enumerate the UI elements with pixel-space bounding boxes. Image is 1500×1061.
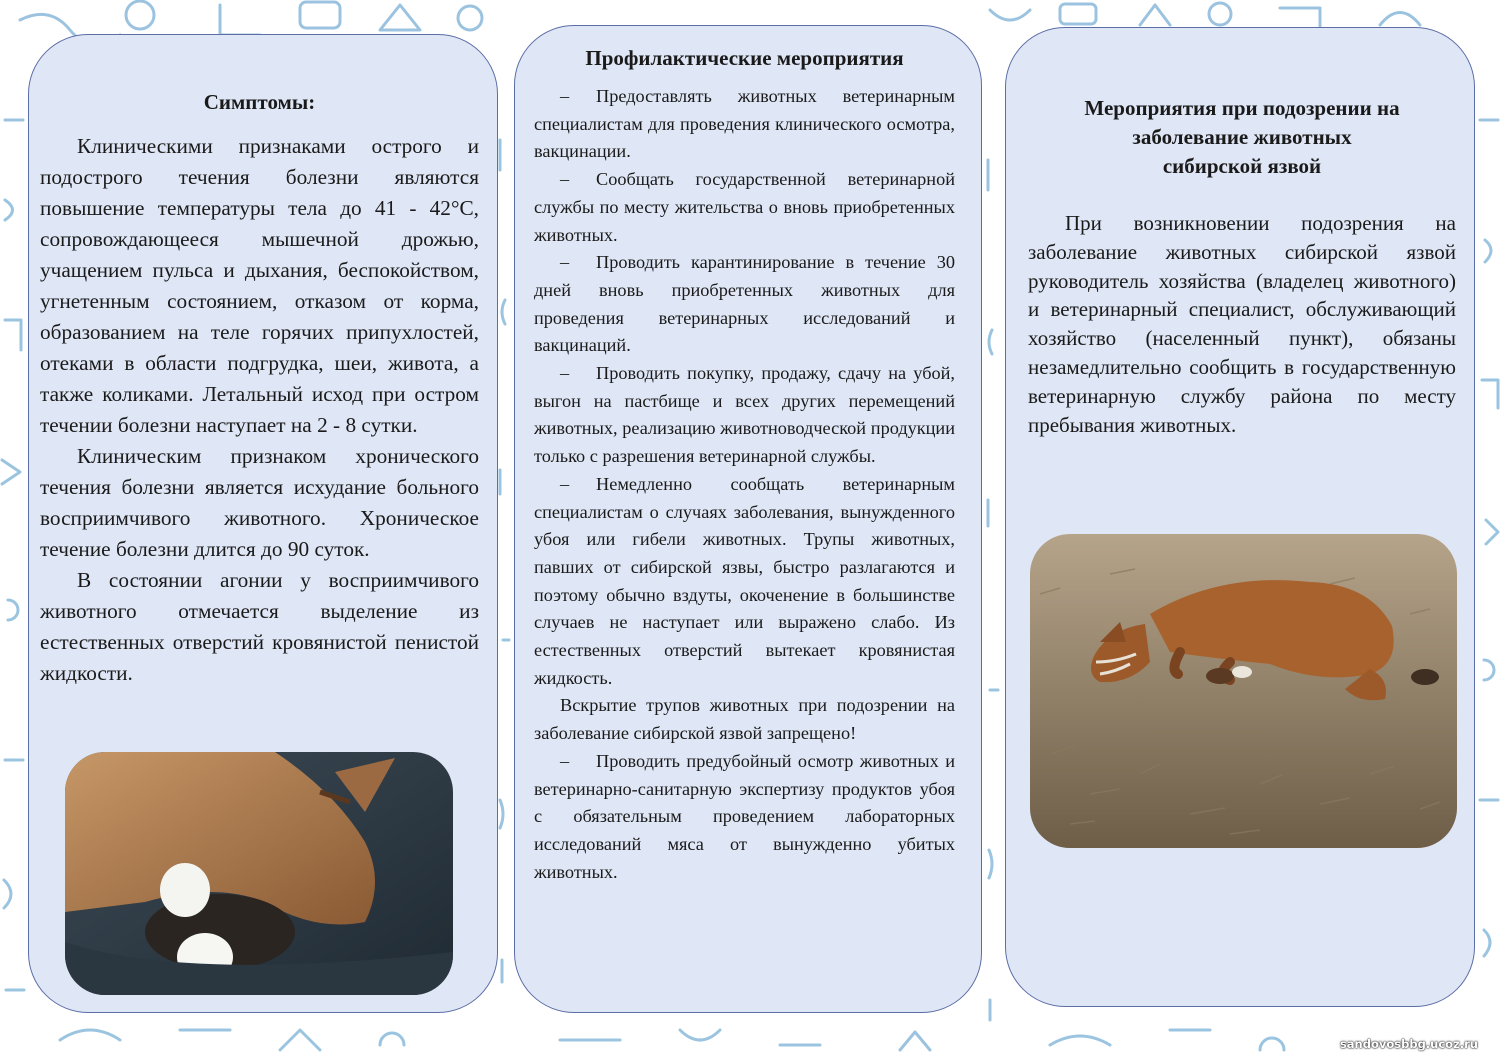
dash-marker: – xyxy=(560,86,570,106)
prevention-item-text: Предоставлять животных ветеринарным специалистам для проведения клинического осмотра, вакцинации. xyxy=(534,86,955,162)
prevention-panel xyxy=(514,25,982,1013)
prevention-item xyxy=(534,360,955,471)
suspicion-title xyxy=(1028,94,1456,181)
symptoms-paragraph: Клиническим признаком хронического течения болезни является исхудание больного восприимчивого животного. Хроническое течение болезни длится до 90 суток. xyxy=(40,444,479,561)
dash-marker: – xyxy=(560,750,570,771)
suspicion-title-line: сибирской язвой xyxy=(1162,154,1322,178)
prevention-item-text: Немедленно сообщать ветеринарным специалистам о случаях заболевания, вынужденного убоя или гибели животных. Трупы животных, павших от сибирской язвы, быстро разлагаются и поэтому обычно вздуты, окоченение в большинстве случаев не наступает или выражено слабо. Из естественных отверстий вытекает кровянистая жидкость. xyxy=(534,473,955,688)
prevention-item xyxy=(534,471,955,693)
symptoms-paragraph: Клиническими признаками острого и подострого течения болезни являются повышение температуры тела до 41 - 42°С, сопровождающееся мышечной дрожью, учащением пульса и дыхания, беспокойством, угнетенным состоянием, отказом от корма, образованием на теле горячих припухлостей, отеками в области подгрудка, шеи, живота, а также коликами. Летальный исход при остром течении болезни наступает на 2 - 8 сутки. xyxy=(40,134,479,437)
site-watermark: sandovosbbg.ucoz.ru xyxy=(1339,1037,1478,1051)
prevention-item xyxy=(534,249,955,360)
lying-horse-photo xyxy=(1030,534,1457,848)
dash-marker: – xyxy=(560,169,570,190)
prevention-item-text: Сообщать государственной ветеринарной службы по месту жительства о вновь приобретенных животных. xyxy=(534,169,955,245)
prevention-title: Профилактические мероприятия xyxy=(585,46,904,70)
suspicion-title-line: заболевание животных xyxy=(1132,125,1352,149)
prevention-item xyxy=(534,748,955,887)
prevention-item xyxy=(534,166,955,249)
symptoms-paragraph: В состоянии агонии у восприимчивого животного отмечается выделение из естественных отверстий кровянистой пенистой жидкости. xyxy=(40,568,479,685)
dash-marker: – xyxy=(560,252,570,273)
dash-marker: – xyxy=(560,363,570,384)
suspicion-title-line: Мероприятия при подозрении на xyxy=(1084,96,1400,120)
prevention-item-text: Проводить карантинирование в течение 30 дней вновь приобретенных животных для проведения ветеринарных исследований и вакцинаций. xyxy=(534,252,955,356)
autopsy-warning: Вскрытие трупов животных при подозрении на заболевание сибирской язвой запрещено! xyxy=(534,695,955,744)
prevention-item xyxy=(534,83,955,166)
prevention-item-text: Проводить предубойный осмотр животных и ветеринарно-санитарную экспертизу продуктов убоя с обязательным проведением лабораторных исследований мяса от вынужденно убитых животных. xyxy=(534,750,955,882)
sick-horse-head-photo xyxy=(65,752,453,995)
dash-marker: – xyxy=(560,473,570,494)
suspicion-measures-panel xyxy=(1005,27,1475,1007)
suspicion-paragraph: При возникновении подозрения на заболевание животных сибирской язвой руководитель хозяйства (владелец животного) и ветеринарный специалист, обслуживающий хозяйство (населенный пункт), обязаны незамедлительно сообщить в государственную ветеринарную службу района по месту пребывания животных. xyxy=(1028,211,1456,437)
prevention-item-text: Проводить покупку, продажу, сдачу на убой, выгон на пастбище и всех других перемещений животных, реализацию животноводческой продукции только с разрешения ветеринарной службы. xyxy=(534,363,955,467)
symptoms-title: Симптомы: xyxy=(203,90,316,114)
